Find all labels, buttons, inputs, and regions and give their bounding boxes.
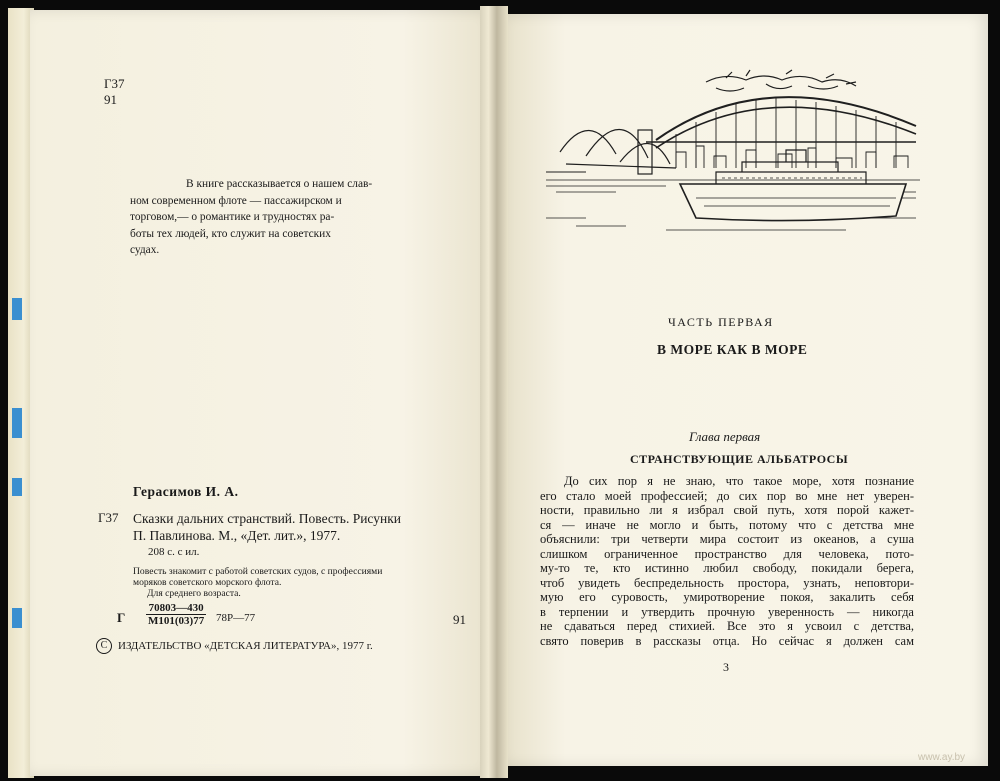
text-line: объяснили: три четверти мира состоит из океанов, а суша xyxy=(540,532,914,546)
edge-tab xyxy=(12,478,22,496)
harbor-illustration xyxy=(546,68,920,244)
edge-tab xyxy=(12,608,22,628)
edge-tab xyxy=(12,298,22,320)
annotation-line: ном современном флоте — пассажирском и xyxy=(130,194,342,207)
code-line: 91 xyxy=(104,92,117,107)
part-heading: ЧАСТЬ ПЕРВАЯ xyxy=(668,315,774,329)
text-line: До сих пор я не знаю, что такое море, хотя познание xyxy=(564,474,914,488)
text-line: его стало моей профессией; до сих пор во мне нет уверен- xyxy=(540,488,914,503)
fraction-numerator: 70803—430 xyxy=(146,602,206,615)
edge-tab xyxy=(12,408,22,438)
bibliography-line: Сказки дальних странствий. Повесть. Рисунки xyxy=(133,511,402,526)
author-name: Герасимов И. А. xyxy=(133,484,239,499)
text-line: не сдаваться перед стихией. Все это я усвоил с детства, xyxy=(540,619,914,633)
index-letter: Г xyxy=(117,610,126,625)
chapter-title: СТРАНСТВУЮЩИЕ АЛЬБАТРОСЫ xyxy=(630,452,849,466)
note-line: Для среднего возраста. xyxy=(147,588,241,600)
text-line: ся — иначе не могло и быть, потому что с детства мне xyxy=(540,517,914,532)
text-line: чтоб увидеть беспредельность простора, узнать, неповтори- xyxy=(540,575,914,590)
text-line: в терпении и утвердить прочную уверенность — никогда xyxy=(540,604,914,619)
annotation-notes xyxy=(133,566,473,600)
page-number: 3 xyxy=(723,660,729,674)
page-count: 208 с. с ил. xyxy=(148,546,200,558)
annotation-line: боты тех людей, кто служит на советских xyxy=(130,227,331,240)
copyright-text: ИЗДАТЕЛЬСТВО «ДЕТСКАЯ ЛИТЕРАТУРА», 1977 г. xyxy=(118,640,373,652)
bibliography xyxy=(133,510,473,544)
index-fraction xyxy=(146,602,206,627)
note-line: Повесть знакомит с работой советских судов, с профессиями xyxy=(133,566,383,577)
page-code: 91 xyxy=(453,612,466,627)
part-title: В МОРЕ КАК В МОРЕ xyxy=(657,342,808,357)
fraction-denominator: М101(03)77 xyxy=(148,615,205,627)
note-line: моряков советского морского флота. xyxy=(133,577,282,589)
classification-code: Г37 xyxy=(98,510,119,525)
watermark: www.ay.by xyxy=(918,752,966,763)
annotation-line: В книге рассказывается о нашем слав- xyxy=(186,178,373,190)
series-code: 78Р—77 xyxy=(216,612,256,624)
code-line: Г37 xyxy=(104,76,125,91)
annotation xyxy=(130,176,420,259)
text-line: ности, правильно ли я избрал свой путь, хотя порой кажет- xyxy=(540,503,914,517)
text-line: му-то те, кто истинно любил свободу, покидали берега, xyxy=(540,561,914,575)
text-line: мую его суровость, умиротворение покоя, закалить себя xyxy=(540,590,914,604)
annotation-line: судах. xyxy=(130,244,160,256)
book-spine xyxy=(480,6,508,778)
text-line: свято поверив в рассказы отца. Но сейчас я должен сам xyxy=(540,633,914,648)
left-page xyxy=(30,10,496,776)
bibliography-line: П. Павлинова. М., «Дет. лит.», 1977. xyxy=(133,528,341,543)
chapter-text xyxy=(540,474,914,648)
annotation-line: торговом,— о романтике и трудностях ра- xyxy=(130,211,335,223)
copyright-line xyxy=(96,638,373,654)
copyright-icon: C xyxy=(96,638,112,654)
classification-code-top xyxy=(104,76,125,108)
text-line: слишком ограниченное пространство для человека, пото- xyxy=(540,546,914,561)
chapter-heading: Глава первая xyxy=(689,429,761,444)
